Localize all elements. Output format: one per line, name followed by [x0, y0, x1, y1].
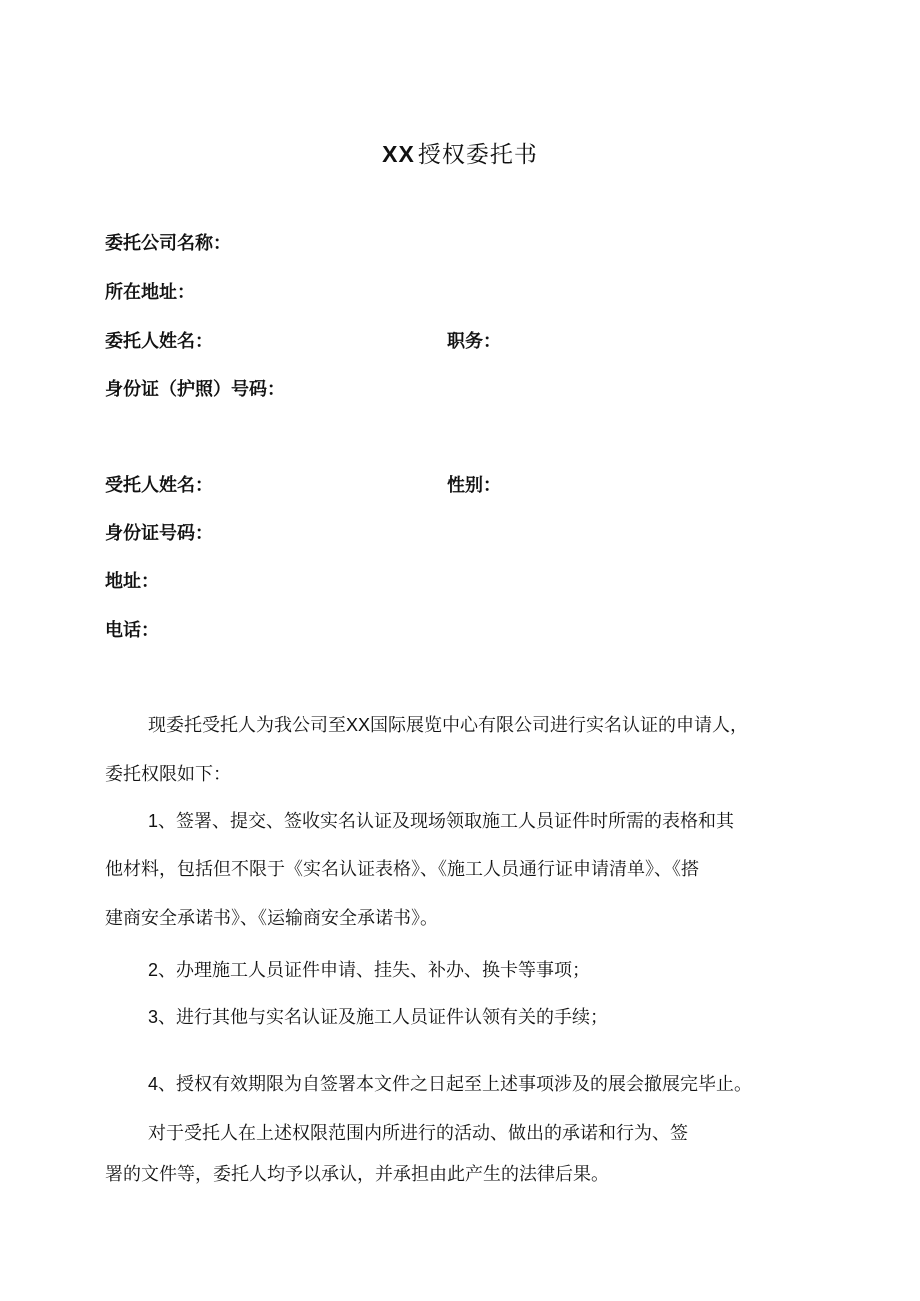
- item-1-number: 1: [148, 811, 159, 831]
- item-1-line-1: [148, 807, 734, 833]
- item-4: [148, 1070, 752, 1096]
- position-label: 职务：: [447, 331, 501, 352]
- agent-address-label: 地址：: [105, 571, 159, 592]
- item-1-line-2: 他材料，包括但不限于《实名认证表格》、《施工人员通行证申请清单》、《搭: [105, 859, 699, 880]
- id-passport-label: 身份证（护照）号码：: [105, 379, 285, 400]
- intro-text-a: 现委托受托人为我公司至: [148, 715, 346, 736]
- item-1-text: 、签署、提交、签收实名认证及现场领取施工人员证件时所需的表格和其: [158, 811, 735, 832]
- closing-line-2: 署的文件等，委托人均予以承认，并承担由此产生的法律后果。: [105, 1164, 609, 1185]
- item-2-number: 2: [148, 960, 159, 980]
- item-3-number: 3: [148, 1007, 159, 1027]
- agent-id-label: 身份证号码：: [105, 523, 213, 544]
- item-3-text: 、进行其他与实名认证及施工人员证件认领有关的手续；: [158, 1007, 609, 1028]
- intro-text-b: 国际展览中心有限公司进行实名认证的申请人，: [370, 715, 749, 736]
- item-4-text: 、授权有效期限为自签署本文件之日起至上述事项涉及的展会撤展完毕止。: [158, 1074, 753, 1095]
- item-2-text: 、办理施工人员证件申请、挂失、补办、换卡等事项；: [158, 960, 591, 981]
- agent-name-label: 受托人姓名：: [105, 475, 213, 496]
- intro-line-2: 委托权限如下：: [105, 764, 231, 785]
- closing-line-1: 对于受托人在上述权限范围内所进行的活动、做出的承诺和行为、签: [148, 1123, 688, 1144]
- intro-line-1: [148, 711, 748, 737]
- title-prefix: XX: [382, 141, 415, 167]
- intro-company-code: XX: [346, 715, 371, 735]
- gender-label: 性别：: [447, 475, 501, 496]
- principal-name-label: 委托人姓名：: [105, 331, 213, 352]
- item-4-number: 4: [148, 1074, 159, 1094]
- phone-label: 电话：: [105, 620, 159, 641]
- item-1-line-3: 建商安全承诺书》、《运输商安全承诺书》。: [105, 908, 438, 929]
- item-2: [148, 956, 590, 982]
- document-title: [0, 136, 920, 169]
- item-3: [148, 1003, 608, 1029]
- title-main: 授权委托书: [417, 142, 538, 168]
- address-label: 所在地址：: [105, 282, 195, 303]
- company-name-label: 委托公司名称：: [105, 233, 231, 254]
